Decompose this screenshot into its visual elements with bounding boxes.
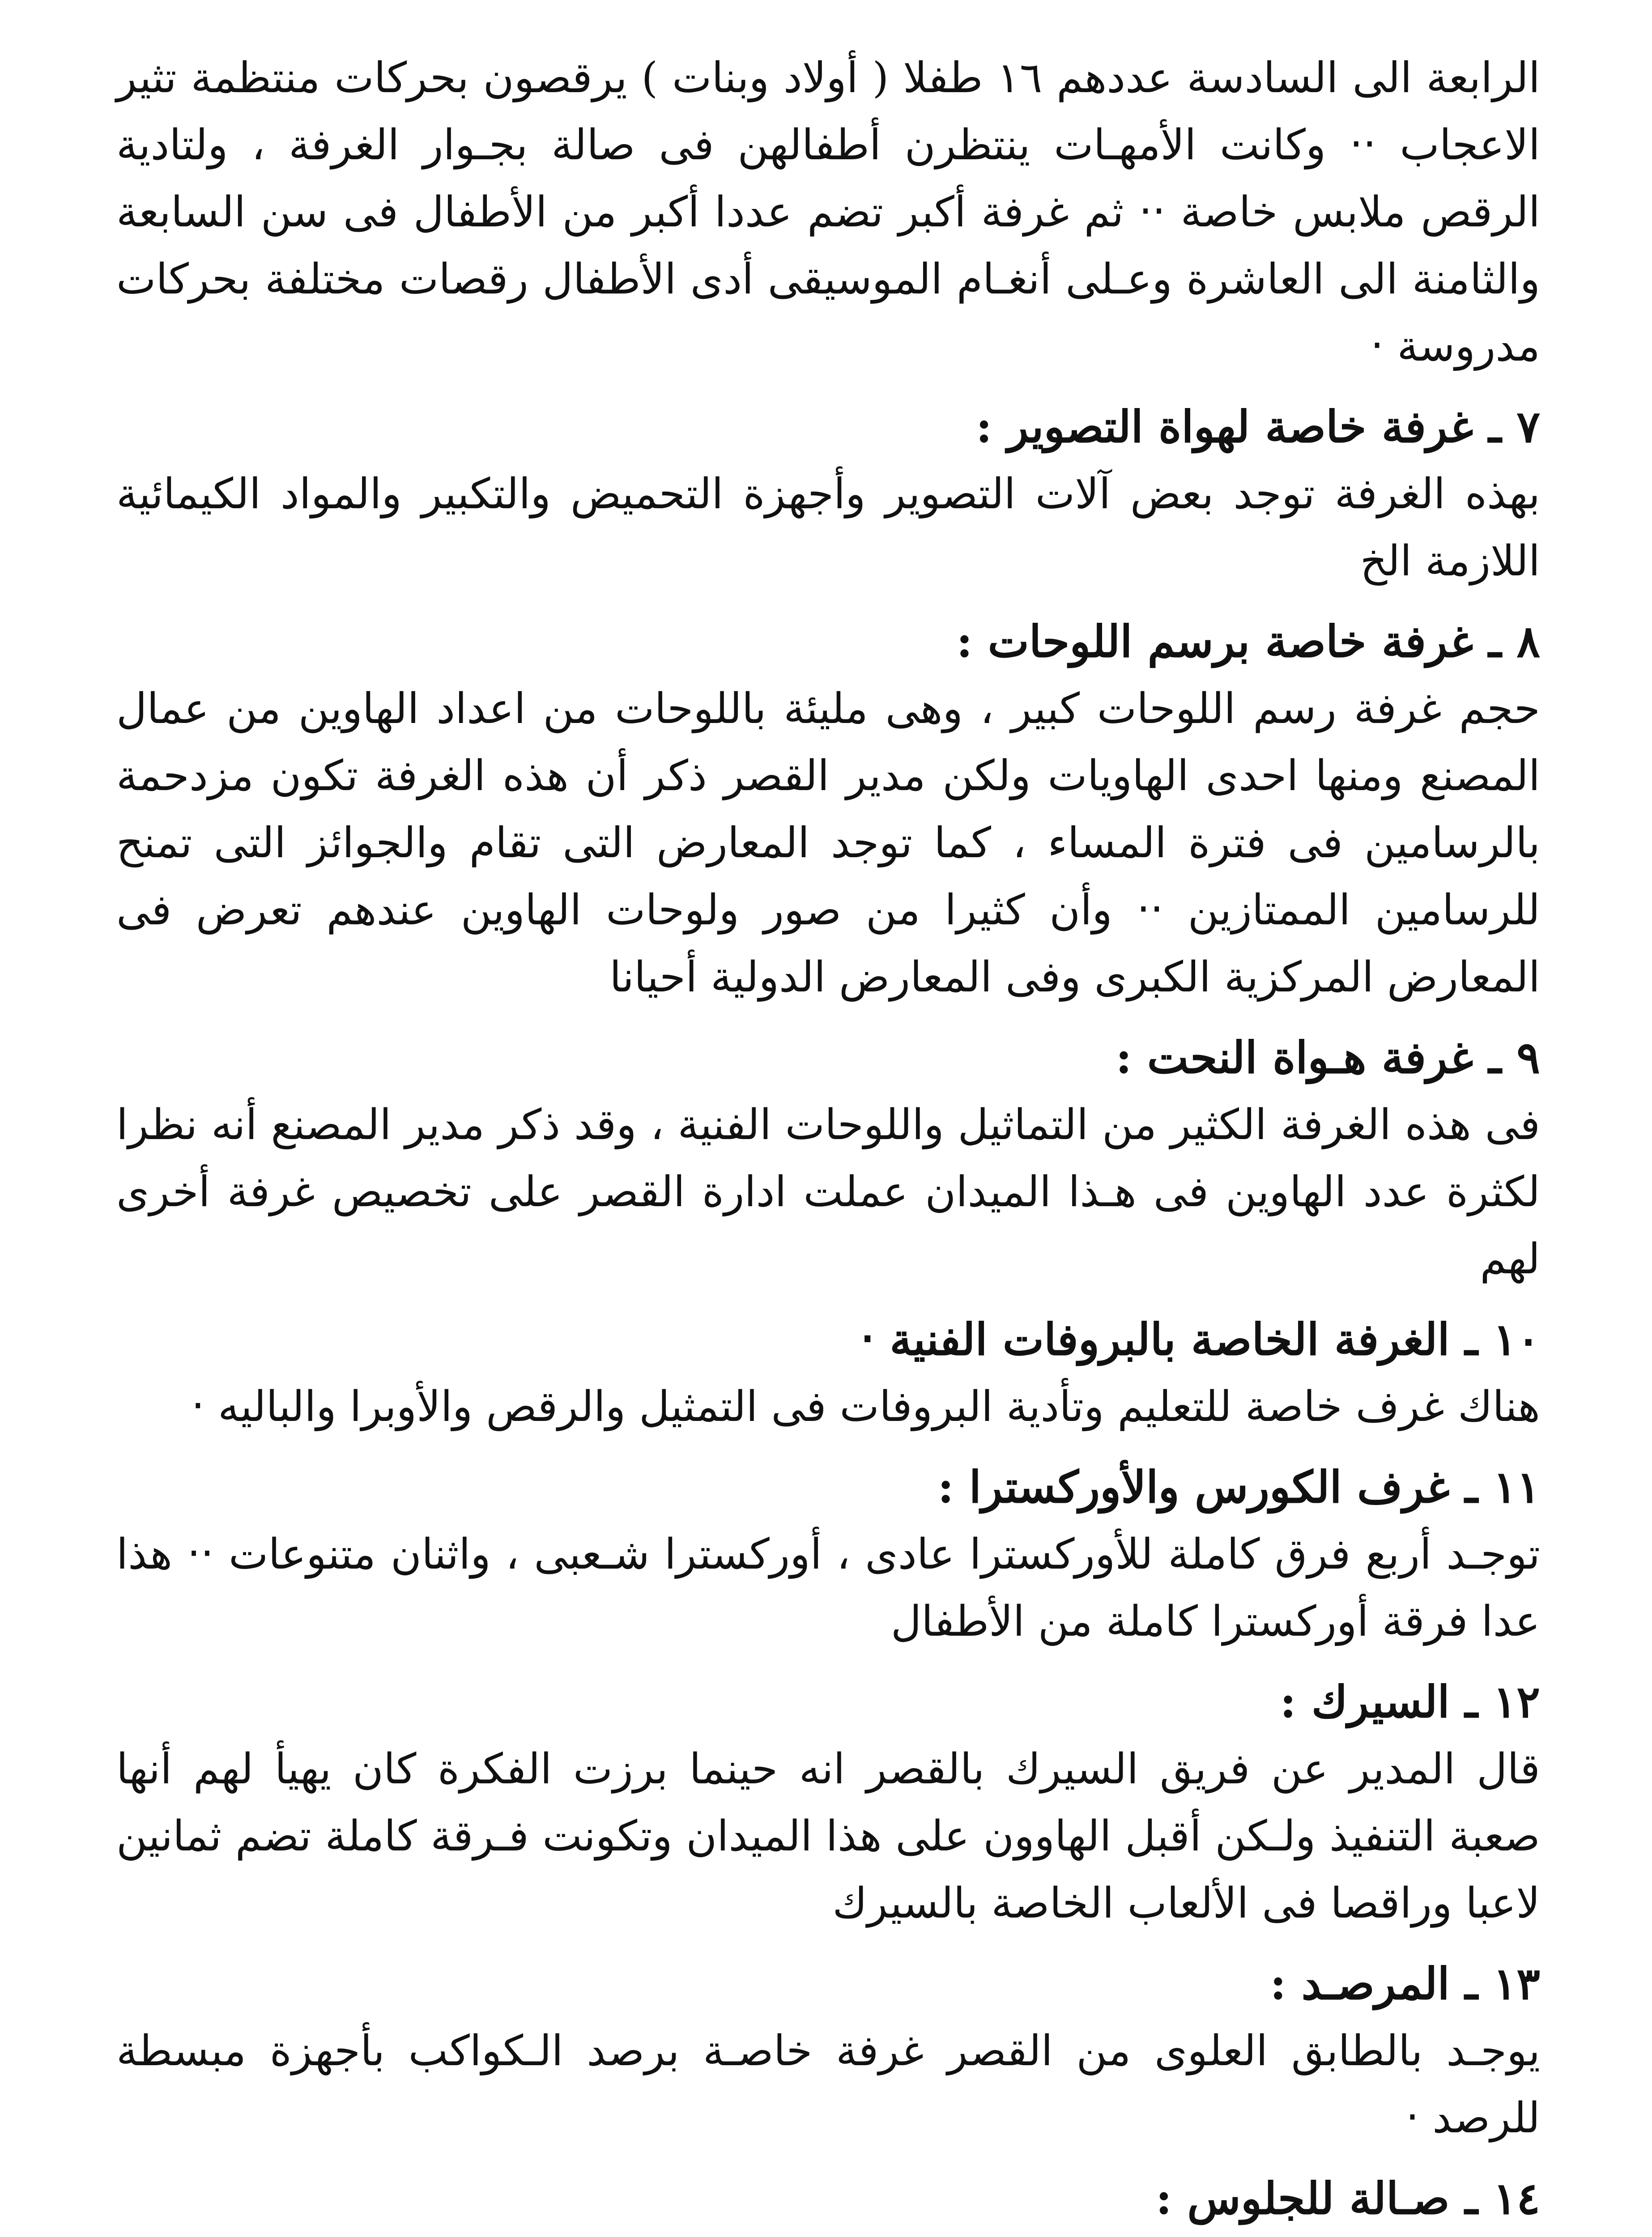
section-lounge	[116, 2165, 1540, 2237]
section-circus	[116, 1669, 1540, 1937]
section-heading: ١٢ ـ السيرك :	[1280, 1676, 1540, 1728]
section-body: قال المدير عن فريق السيرك بالقصر انه حينما برزت الفكرة كان يهيأ لهم أنها صعبة التنفيذ ولـكن أقبل الهاوون على هذا الميدان وتكونت فـرقة كاملة تضم ثمانين لاعبا وراقصا فى الألعاب الخاصة بالسيرك	[116, 1745, 1540, 1928]
section-body: هناك غرف خاصة للتعليم وتأدية البروفات فى التمثيل والرقص والأوبرا والباليه ‧	[191, 1382, 1540, 1431]
section-heading: ٩ ـ غرفة هـواة النحت :	[1116, 1032, 1540, 1084]
section-heading: ٨ ـ غرفة خاصة برسم اللوحات :	[956, 616, 1540, 668]
section-painting-room	[116, 608, 1540, 1011]
section-heading: ٧ ـ غرفة خاصة لهواة التصوير :	[976, 401, 1540, 453]
section-body: حجم غرفة رسم اللوحات كبير ، وهى مليئة باللوحات من اعداد الهاوين من عمال المصنع ومنها احدى الهاويات ولكن مدير القصر ذكر أن هذه الغرفة تكون مزدحمة بالرسامين فى فترة المساء ، كما توجد المعارض التى تقام والجوائز التى تمنح للرسامين الممتازين ‧‧ وأن كثيرا من صور ولوحات الهاوين عندهم تعرض فى المعارض المركزية الكبرى وفى المعارض الدولية أحيانا	[116, 685, 1540, 1002]
section-observatory	[116, 1951, 1540, 2152]
section-heading: ١١ ـ غرف الكورس والأوركسترا :	[937, 1462, 1540, 1513]
section-heading: ١٤ ـ صـالة للجلوس :	[1155, 2173, 1540, 2224]
section-body: فى هذه الغرفة الكثير من التماثيل واللوحات الفنية ، وقد ذكر مدير المصنع أنه نظرا لكثرة عدد الهاوين فى هـذا الميدان عملت ادارة القصر على تخصيص غرفة أخرى لهم	[116, 1101, 1540, 1284]
section-body	[116, 2233, 1540, 2237]
section-body: بهذه الغرفة توجد بعض آلات التصوير وأجهزة التحميض والتكبير والمواد الكيمائية اللازمة الخ	[116, 470, 1540, 586]
section-body: توجـد أربع فرق كاملة للأوركسترا عادى ، أوركسترا شـعبى ، واثنان متنوعات ‧‧ هذا عدا فرقة أوركسترا كاملة من الأطفال	[116, 1530, 1540, 1646]
section-heading: ١٠ ـ الغرفة الخاصة بالبروفات الفنية ‧	[860, 1314, 1540, 1365]
intro-paragraph: الرابعة الى السادسة عددهم ١٦ طفلا ( أولاد وبنات ) يرقصون بحركات منتظمة تثير الاعجاب ‧‧ وكانت الأمهـات ينتظرن أطفالهن فى صالة بجـوار الغرفة ، ولتادية الرقص ملابس خاصة ‧‧ ثم غرفة أكبر تضم عددا أكبر من الأطفال فى سن السابعة والثامنة الى العاشرة وعـلى أنغـام الموسيقى أدى الأطفال رقصات مختلفة بحركات مدروسة ‧	[116, 54, 1540, 371]
section-choir-orchestra	[116, 1454, 1540, 1655]
section-sculpture-room	[116, 1025, 1540, 1293]
section-photography-room	[116, 394, 1540, 595]
section-heading: ١٣ ـ المرصـد :	[1270, 1958, 1540, 2010]
section-body: يوجـد بالطابق العلوى من القصر غرفة خاصـة برصد الـكواكب بأجهزة مبسطة للرصد ‧	[116, 2027, 1540, 2143]
section-rehearsal-room	[116, 1306, 1540, 1441]
